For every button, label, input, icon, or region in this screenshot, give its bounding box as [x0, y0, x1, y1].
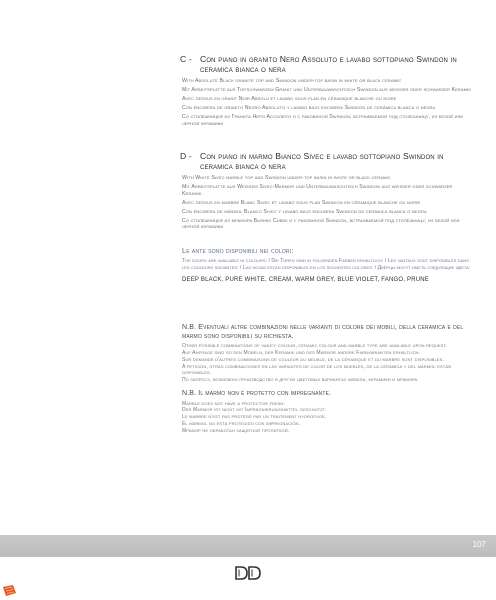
colors-title: Le ante sono disponibili nei colori:	[182, 246, 294, 255]
section-d-line-en: With White Sivec marble top and Swindon under-top basin in white or black ceramic	[182, 175, 391, 181]
section-d-letter: D -	[180, 151, 192, 161]
section-c-heading	[182, 55, 472, 74]
colors-section	[182, 246, 472, 283]
section-c-line-en: With Absolute Black granite top and Swindon under-top basin in white or black ceramic	[182, 78, 402, 84]
note-marble-line-de: Der Marmor ist nicht mit Imprägnierungsmittel geschützt.	[182, 407, 327, 414]
note-marble-line-ru: Мрамор не обработан защитной пропиткой.	[182, 427, 290, 434]
note-combinations	[182, 324, 472, 384]
note-combinations-line-fr: Sur demande d'autres combinaisons de couleur du meuble, de la céramique et du marbre sont disponibles.	[182, 356, 444, 363]
section-d	[182, 152, 472, 231]
note-marble	[182, 390, 472, 435]
page-number: 107	[472, 540, 486, 549]
note-combinations-line-es: A petición, otras combinaciones en las variantes de color de los muebles, de la cerámica y del mármol están disponibles.	[182, 363, 452, 377]
section-c-line-ru: Со столешницей из Гранита Неро Ассолюто и с раковиной Swindon, встраиваемой под столешницу, из белой или черной керамики	[182, 113, 464, 127]
section-d-line-fr: Avec dessus en marbre Blanc Sivec et lavabo sous plan Swindon en céramique blanche ou noire	[182, 199, 421, 206]
note-marble-heading: N.B. Il marmo non è protetto con impregnante.	[182, 390, 332, 397]
section-d-title: Con piano in marmo Bianco Sivec e lavabo sottopiano Swindon in ceramica bianca o nera	[200, 151, 444, 171]
colors-list: DEEP BLACK, PURE WHITE, CREAM, WARM GREY, BLUE VIOLET, FANGO, PRUNE	[182, 277, 430, 283]
colors-description: The doors are available in colours: / Die Türen sind in folgenden Farben erhältlich: / Les vantaux sont disponibles dans les couleurs suivantes: / Las hojas están disponibles en los siguientes colores: / Дверцы могут иметь следующие цвета:	[182, 258, 471, 271]
note-combinations-line-de: Auf Anfrage sind so den Möbeln, der Keramik und des Marmor andere Farbvarianten erhältlich.	[182, 349, 421, 356]
section-d-line-ru: Со столешницей из мрамора Бьянко Сивек и с раковиной Swindon, встраиваемой под столешницу, из белой или черной керамики	[182, 217, 460, 231]
section-c-title: Con piano in granito Nero Assoluto e lavabo sottopiano Swindon in ceramica bianca o nera	[200, 54, 457, 74]
note-combinations-line-ru: По запросу, возможно производство в других цветовых вариантах мебели, керамики и мрамора.	[182, 377, 419, 384]
note-marble-line-en: Marble does not have a protective finish.	[182, 400, 285, 407]
note-marble-line-es: El mármol no está protegido con impregnación.	[182, 420, 301, 427]
note-marble-line-fr: Le marbre n'est pas protégé par un traitement hydrofuge.	[182, 414, 327, 421]
section-c	[182, 55, 472, 127]
section-c-line-es: Con encimera de granito Negro Absoluto y lavabo bajo encimera Swindon de cerámica blanca o negra	[182, 104, 436, 111]
section-c-line-de: Mit Arbeitsplatte aus Tiefschwarzem Granit und Unterbauwaschtisch Swindon aus weisser oder schwarzer Keramik	[182, 87, 472, 93]
brand-logo-icon	[235, 566, 261, 580]
section-d-heading	[182, 152, 472, 171]
note-combinations-heading: N.B. Eventuali altre combinazioni nelle varianti di colore dei mobili, della ceramica e del marmo sono disponibili su richiesta.	[182, 324, 464, 340]
note-combinations-line-en: Other possible combinations of vanity colour, ceramic colour and marble type are available upon request.	[182, 343, 448, 350]
section-c-letter: C -	[180, 54, 192, 64]
footer-band	[0, 535, 496, 557]
bookmark-badge-icon[interactable]	[2, 584, 17, 597]
section-c-line-fr: Avec dessus en granit Noir Absolu et lavabo sous plan en céramique blanche ou noire	[182, 95, 397, 102]
section-d-line-es: Con encimera de mármol Blanco Sivec y lavabo bajo encimera Swindon de cerámica blanca o negra	[182, 208, 427, 215]
section-d-line-de: Mit Arbeitsplatte aus Weissem Sivec-Marmor und Unterbauwaschtisch Swindon aus weisser oder schwarzer Keramik	[182, 184, 453, 197]
